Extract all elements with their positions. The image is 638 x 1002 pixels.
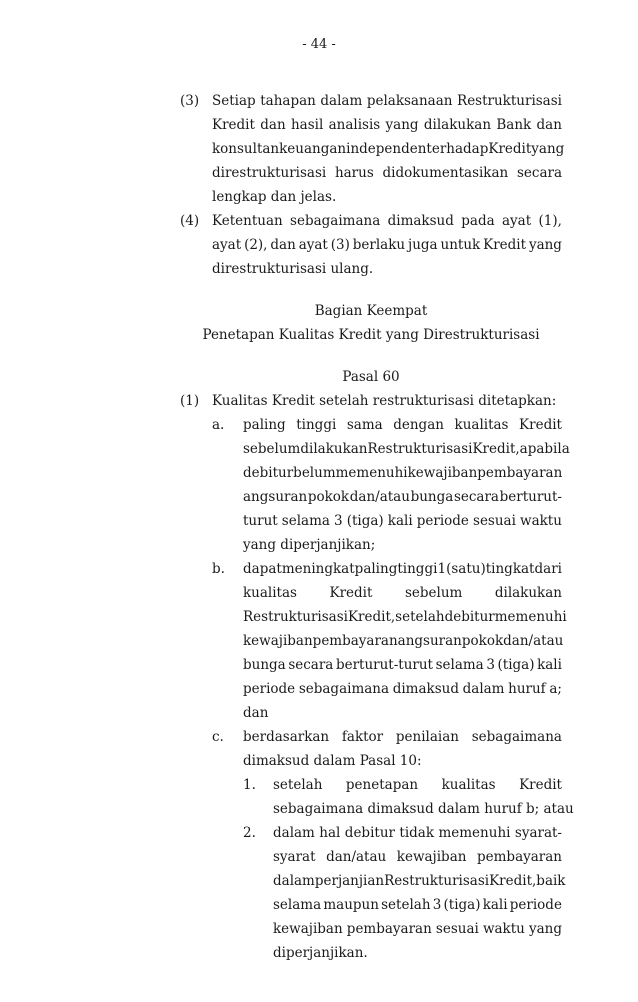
paragraph-3-number: (3): [180, 93, 200, 109]
section-title: Bagian Keempat: [314, 303, 428, 319]
item-b-line: dapat meningkat paling tinggi 1 (satu) tingkat dari: [243, 561, 562, 577]
paragraph-1-number: (1): [180, 393, 200, 409]
item-a-line: turut selama 3 (tiga) kali periode sesuai waktu: [243, 513, 562, 529]
paragraph-3-line: lengkap dan jelas.: [212, 189, 337, 205]
section-subtitle: Penetapan Kualitas Kredit yang Direstrukturisasi: [202, 327, 540, 343]
paragraph-1-text: Kualitas Kredit setelah restrukturisasi ditetapkan:: [212, 393, 557, 409]
item-c2-line: syarat dan/atau kewajiban pembayaran: [273, 849, 562, 865]
item-b-line: Restrukturisasi Kredit, setelah debitur memenuhi: [243, 609, 567, 625]
item-a-line: angsuran pokok dan/atau bunga secara berturut-: [243, 489, 562, 505]
paragraph-3-line: Setiap tahapan dalam pelaksanaan Restrukturisasi: [212, 93, 562, 109]
item-b-line: periode sebagaimana dimaksud dalam huruf a;: [243, 681, 562, 697]
paragraph-3-line: konsultan keuangan independen terhadap Kredit yang: [212, 141, 565, 157]
item-c1-line: sebagaimana dimaksud dalam huruf b; atau: [273, 801, 574, 817]
paragraph-4-line: Ketentuan sebagaimana dimaksud pada ayat (1),: [212, 213, 562, 229]
item-b-line: bunga secara berturut-turut selama 3 (tiga) kali: [243, 657, 562, 673]
item-a-label: a.: [212, 417, 225, 433]
paragraph-4-line: ayat (2), dan ayat (3) berlaku juga untuk Kredit yang: [212, 237, 562, 253]
item-a-line: yang diperjanjikan;: [243, 537, 376, 553]
item-b-line: dan: [243, 705, 269, 721]
paragraph-4-line: direstrukturisasi ulang.: [212, 261, 374, 277]
item-b-line: kewajiban pembayaran angsuran pokok dan/atau: [243, 633, 564, 649]
item-c-label: c.: [212, 729, 224, 745]
item-c-line: berdasarkan faktor penilaian sebagaimana: [243, 729, 562, 745]
item-c2-label: 2.: [243, 825, 256, 841]
item-c2-line: dalam hal debitur tidak memenuhi syarat-: [273, 825, 562, 841]
paragraph-3-line: direstrukturisasi harus didokumentasikan secara: [212, 165, 562, 181]
item-b-label: b.: [212, 561, 225, 577]
item-c2-line: selama maupun setelah 3 (tiga) kali periode: [273, 897, 562, 913]
item-a-line: paling tinggi sama dengan kualitas Kredit: [243, 417, 562, 433]
item-c-line: dimaksud dalam Pasal 10:: [243, 753, 422, 769]
item-c2-line: dalam perjanjian Restrukturisasi Kredit, baik: [273, 873, 566, 889]
item-c1-line: setelah penetapan kualitas Kredit: [273, 777, 562, 793]
item-a-line: debitur belum memenuhi kewajiban pembayaran: [243, 465, 563, 481]
item-a-line: sebelum dilakukan Restrukturisasi Kredit, apabila: [243, 441, 570, 457]
item-b-line: kualitas Kredit sebelum dilakukan: [243, 585, 562, 601]
paragraph-4-number: (4): [180, 213, 200, 229]
paragraph-3-line: Kredit dan hasil analisis yang dilakukan Bank dan: [212, 117, 562, 133]
page-number: - 44 -: [302, 37, 336, 52]
item-c1-label: 1.: [243, 777, 256, 793]
article-title: Pasal 60: [342, 369, 400, 385]
item-c2-line: diperjanjikan.: [273, 945, 368, 961]
item-c2-line: kewajiban pembayaran sesuai waktu yang: [273, 921, 562, 937]
